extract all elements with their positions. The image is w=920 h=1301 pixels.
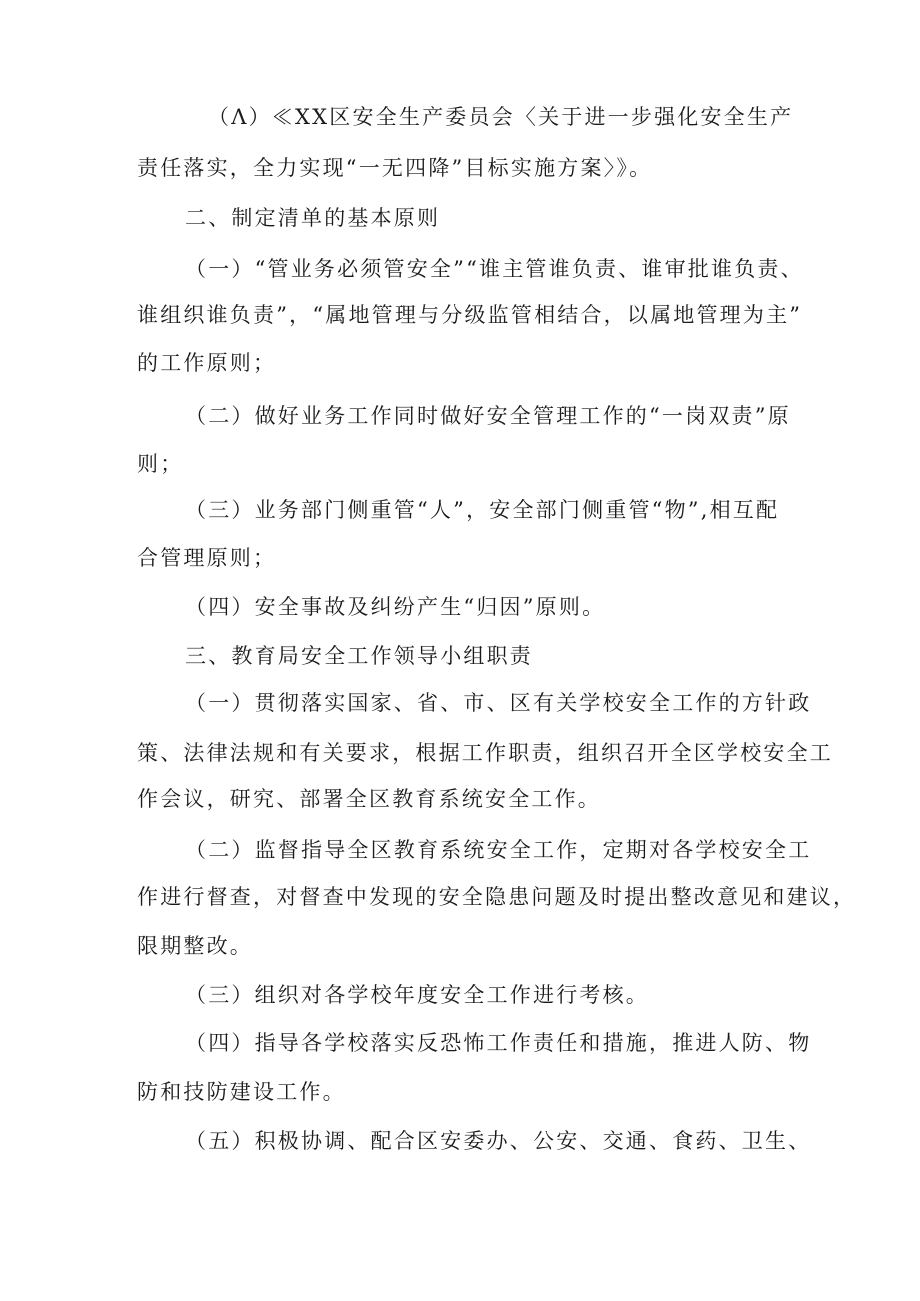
text-line: （一）贯彻落实国家、省、市、区有关学校安全工作的方针政 xyxy=(185,691,812,715)
text-line: 则； xyxy=(137,452,184,476)
text-line: 谁组织谁负责”，“属地管理与分级监管相结合，以属地管理为主” xyxy=(137,303,803,327)
section-heading: 二、制定清单的基本原则 xyxy=(185,206,441,230)
text-line: 作会议，研究、部署全区教育系统安全工作。 xyxy=(137,787,601,811)
text-line: 限期整改。 xyxy=(137,934,253,958)
text-line: （Λ）≪XX区安全生产委员会〈关于进一步强化安全生产 xyxy=(208,105,794,129)
text-line: （一）“管业务必须管安全”“谁主管谁负责、谁审批谁负责、 xyxy=(185,257,804,281)
section-heading: 三、教育局安全工作领导小组职责 xyxy=(185,644,533,668)
text-line: （四）安全事故及纠纷产生“归因”原则。 xyxy=(185,595,606,619)
text-line: 合管理原则； xyxy=(137,546,277,570)
text-line: 防和技防建设工作。 xyxy=(137,1080,346,1104)
text-line: （二）做好业务工作同时做好安全管理工作的“一岗双责”原 xyxy=(185,404,791,428)
text-line: 责任落实，全力实现“一无四降”目标实施方案〉》。 xyxy=(137,156,653,180)
text-line: 的工作原则； xyxy=(137,351,277,375)
text-line: （五）积极协调、配合区安委办、公安、交通、食药、卫生、 xyxy=(185,1129,812,1153)
text-line: 作进行督查，对督查中发现的安全隐患问题及时提出整改意见和建议， xyxy=(137,885,857,909)
text-line: （四）指导各学校落实反恐怖工作责任和措施，推进人防、物 xyxy=(185,1031,812,1055)
text-line: （三）组织对各学校年度安全工作进行考核。 xyxy=(185,983,649,1007)
text-line: （二）监督指导全区教育系统安全工作，定期对各学校安全工 xyxy=(185,838,812,862)
text-line: 策、法律法规和有关要求，根据工作职责，组织召开全区学校安全工 xyxy=(137,741,833,765)
text-line: （三）业务部门侧重管“人”，安全部门侧重管“物”,相互配 xyxy=(185,498,780,522)
